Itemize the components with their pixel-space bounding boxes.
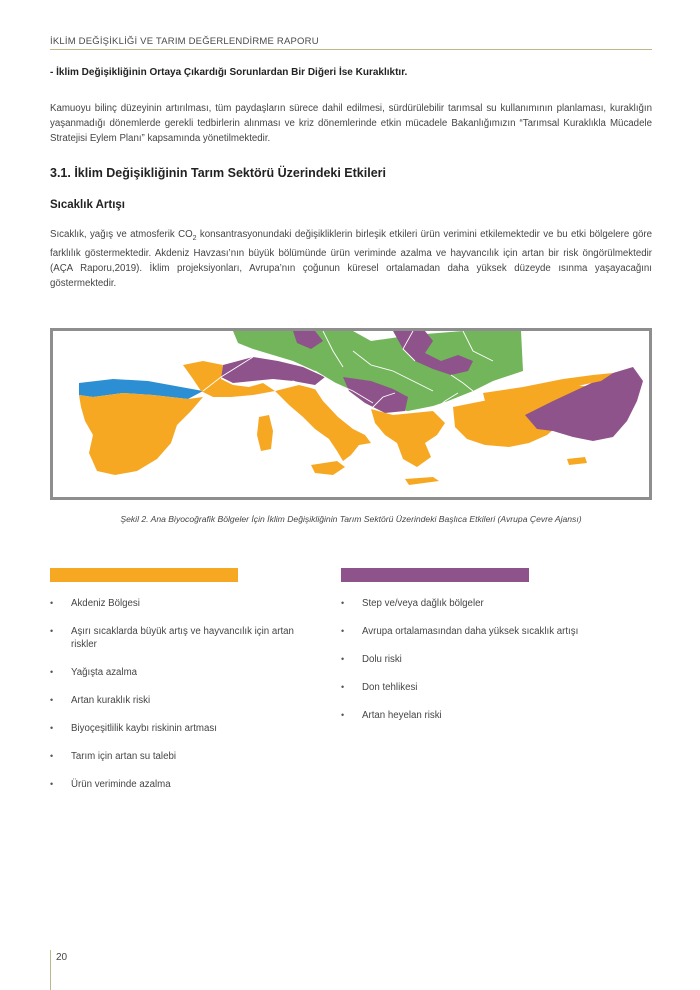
list-item <box>50 778 310 791</box>
list-item-text: Biyoçeşitlilik kaybı riskinin artması <box>71 723 217 734</box>
legend-swatch-mediterranean <box>50 568 238 582</box>
map-graphic <box>53 331 649 497</box>
bullet: • <box>50 667 54 677</box>
bullet: • <box>341 710 345 720</box>
list-item <box>341 709 601 722</box>
footer-rule <box>50 950 51 990</box>
bullet: • <box>50 779 54 789</box>
list-item-text: Avrupa ortalamasından daha yüksek sıcaklık artışı <box>362 626 579 637</box>
list-item <box>50 625 310 651</box>
paragraph-drought-management: Kamuoyu bilinç düzeyinin artırılması, tüm paydaşların sürece dahil edilmesi, sürdürülebilir tarımsal su kullanımının planlaması, kuraklığın yaşanmadığı dönemlerde gerekli tedbirlerin alınması ve kriz dönemlerinde etkin mücadele Bakanlığımızın “Tarımsal Kuraklıkla Mücadele Stratejisi Eylem Planı” kapsamında yönetilmektedir. <box>50 103 652 144</box>
page-number: 20 <box>56 952 68 963</box>
running-header: İKLİM DEĞİŞİKLİĞİ VE TARIM DEĞERLENDİRME RAPORU <box>50 36 319 47</box>
sub-heading: Sıcaklık Artışı <box>50 199 126 211</box>
legend-swatch-steppe <box>341 568 529 582</box>
list-item <box>341 625 601 638</box>
bullet: • <box>341 654 345 664</box>
lead-statement: - İklim Değişikliğinin Ortaya Çıkardığı Sorunlardan Bir Diğeri İse Kuraklıktır. <box>50 67 408 78</box>
bullet: • <box>50 626 54 636</box>
paragraph-text-start: Sıcaklık, yağış ve atmosferik CO <box>50 229 193 240</box>
list-item <box>50 597 310 610</box>
list-item-text: Dolu riski <box>362 654 402 665</box>
bullet: • <box>50 598 54 608</box>
co2-subscript: 2 <box>192 234 197 242</box>
bullet: • <box>50 751 54 761</box>
list-item-text: Artan kuraklık riski <box>71 695 151 706</box>
paragraph-temperature-increase <box>50 227 652 291</box>
legend-list-steppe <box>341 597 601 737</box>
list-item-text: Akdeniz Bölgesi <box>71 598 140 609</box>
list-item-text: Don tehlikesi <box>362 682 418 693</box>
section-heading: 3.1. İklim Değişikliğinin Tarım Sektörü Üzerindeki Etkileri <box>50 166 386 180</box>
list-item <box>341 653 601 666</box>
legend-list-mediterranean <box>50 597 310 806</box>
list-item <box>50 722 310 735</box>
bullet: • <box>341 598 345 608</box>
bullet: • <box>50 695 54 705</box>
bullet: • <box>50 723 54 733</box>
biogeographic-region-map <box>50 328 652 500</box>
bullet: • <box>341 626 345 636</box>
list-item <box>50 750 310 763</box>
list-item-text: Aşırı sıcaklarda büyük artış ve hayvancılık için artan riskler <box>71 626 294 650</box>
list-item-text: Artan heyelan riski <box>362 710 442 721</box>
figure-caption: Şekil 2. Ana Biyocoğrafik Bölgeler İçin İklim Değişikliğinin Tarım Sektörü Üzerindeki Başlıca Etkileri (Avrupa Çevre Ajansı) <box>120 514 582 524</box>
list-item-text: Yağışta azalma <box>71 667 138 678</box>
list-item <box>341 681 601 694</box>
list-item <box>50 666 310 679</box>
list-item <box>50 694 310 707</box>
bullet: • <box>341 682 345 692</box>
list-item-text: Tarım için artan su talebi <box>71 751 176 762</box>
paragraph-text-rest: konsantrasyonundaki değişikliklerin birleşik etkileri ürün verimini etkilemektedir ve bu etki bölgelere göre farklılık göstermektedir. Akdeniz Havzası’nın büyük bölümünde ürün veriminde azalma ve hayvancılık için artan bir risk öngörülmektedir (AÇA Raporu,2019). İklim projeksiyonları, Avrupa’nın çoğunun küresel ortalamadan daha yüksek düzeyde ısınma yaşayacağını göstermektedir. <box>50 229 652 289</box>
list-item-text: Ürün veriminde azalma <box>71 779 171 790</box>
list-item-text: Step ve/veya dağlık bölgeler <box>362 598 484 609</box>
list-item <box>341 597 601 610</box>
header-rule <box>50 49 652 50</box>
